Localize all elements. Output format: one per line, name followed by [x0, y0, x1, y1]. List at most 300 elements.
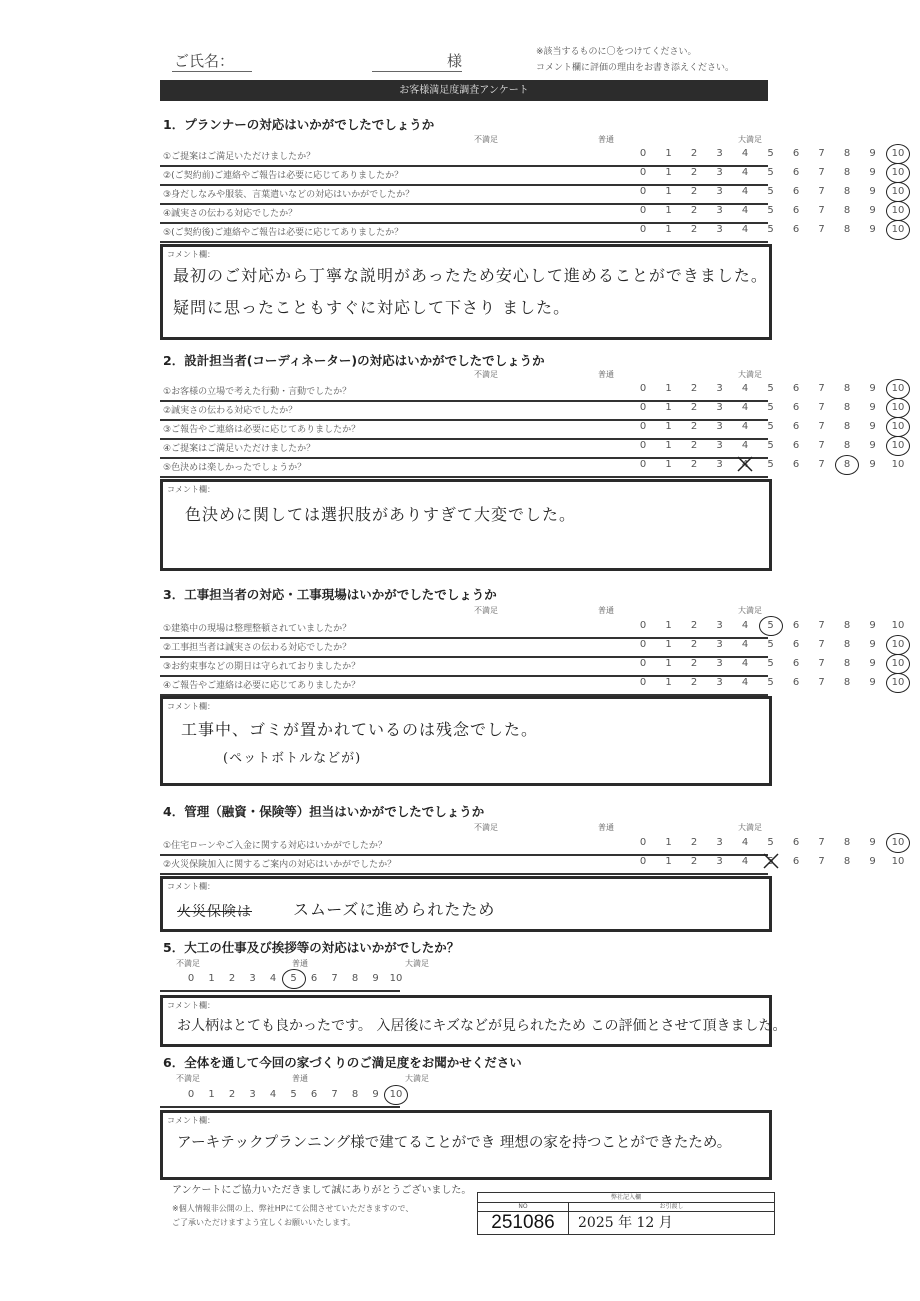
selected-circle-mark	[886, 654, 910, 674]
selected-circle-mark	[886, 635, 910, 655]
rating-option-0[interactable]: 0	[639, 167, 647, 178]
rating-option-8[interactable]: 8	[843, 186, 851, 197]
scale-mid-label: 普通	[292, 1074, 308, 1083]
cross-out-mark	[761, 851, 781, 871]
thank-you-message: アンケートにご協力いただきまして誠にありがとうございました。	[172, 1185, 472, 1196]
rating-option-2[interactable]: 2	[690, 856, 698, 867]
question-text: ④誠実さの伝わる対応でしたか？	[163, 209, 298, 219]
rating-option-2[interactable]: 2	[690, 639, 698, 650]
selected-circle-mark	[886, 673, 910, 693]
rating-option-7[interactable]: 7	[818, 402, 825, 413]
rating-option-6[interactable]: 6	[792, 856, 800, 867]
comment-label: コメント欄：	[167, 485, 215, 494]
comment-line-1: 色決めに関しては選択肢がありすぎて大変でした。	[185, 505, 577, 524]
rating-option-7[interactable]: 7	[818, 167, 825, 178]
rating-option-8[interactable]: 8	[843, 856, 851, 867]
rating-option-6[interactable]: 6	[792, 677, 800, 688]
record-box-header: 弊社記入欄	[478, 1193, 774, 1203]
scale-mid-label: 普通	[598, 606, 614, 615]
question-text: ①建築中の現場は整理整頓されていましたか？	[163, 624, 352, 634]
rating-option-8[interactable]: 8	[843, 639, 851, 650]
question-text: ①お客様の立場で考えた行動・言動でしたか？	[163, 387, 352, 397]
section-2-comment-box[interactable]	[160, 479, 772, 571]
rating-option-2[interactable]: 2	[228, 1089, 236, 1100]
rating-option-6[interactable]: 6	[792, 186, 800, 197]
rating-option-5[interactable]: 5	[767, 440, 774, 451]
rating-option-2[interactable]: 2	[690, 620, 698, 631]
rating-option-5[interactable]: 5	[767, 856, 774, 867]
question-text: ①住宅ローンやご入金に関する対応はいかがでしたか？	[163, 841, 387, 851]
section-1-question-1	[160, 146, 905, 167]
rating-option-9[interactable]: 9	[869, 658, 876, 669]
rating-option-9[interactable]: 9	[869, 459, 876, 470]
selected-circle-mark	[835, 455, 859, 475]
question-text: ③身だしなみや服装、言葉遣いなどの対応はいかがでしたか？	[163, 190, 415, 200]
rating-option-0[interactable]: 0	[639, 186, 647, 197]
rating-option-1[interactable]: 1	[665, 383, 672, 394]
rating-option-0[interactable]: 0	[639, 421, 647, 432]
record-no-value: 251086	[478, 1212, 569, 1234]
scale-mid-label: 普通	[598, 823, 614, 832]
rating-option-9[interactable]: 9	[869, 205, 876, 216]
comment-label: コメント欄：	[167, 250, 215, 259]
rating-option-4[interactable]: 4	[269, 973, 277, 984]
selected-circle-mark	[886, 220, 910, 240]
rating-option-3[interactable]: 3	[716, 459, 723, 470]
rating-option-1[interactable]: 1	[665, 658, 672, 669]
scale-high-label: 大満足	[405, 1074, 429, 1083]
record-no-label: NO	[478, 1203, 569, 1212]
section-2-question-5	[160, 457, 905, 478]
rating-option-4[interactable]: 4	[269, 1089, 277, 1100]
rating-option-4[interactable]: 4	[741, 167, 749, 178]
scale-high-label: 大満足	[738, 606, 762, 615]
rating-option-10[interactable]: 10	[389, 973, 403, 984]
rating-option-4[interactable]: 4	[741, 186, 749, 197]
rating-option-3[interactable]: 3	[249, 973, 256, 984]
rating-option-6[interactable]: 6	[310, 973, 318, 984]
selected-circle-mark	[886, 417, 910, 437]
rating-option-10[interactable]: 10	[891, 459, 905, 470]
rating-option-2[interactable]: 2	[690, 148, 698, 159]
selected-circle-mark	[886, 163, 910, 183]
question-text: ④ご提案はご満足いただけましたか？	[163, 444, 316, 454]
rating-option-7[interactable]: 7	[818, 224, 825, 235]
rating-option-7[interactable]: 7	[818, 639, 825, 650]
question-text: ④ご報告やご連絡は必要に応じてありましたか？	[163, 681, 361, 691]
selected-circle-mark	[282, 969, 306, 989]
section-4-question-1	[160, 835, 905, 856]
section-6-rating-row	[160, 1087, 403, 1108]
rating-option-10[interactable]: 10	[891, 440, 905, 451]
comment-label: コメント欄：	[167, 1116, 215, 1125]
question-text: ⑤(ご契約後)ご連絡やご報告は必要に応じてありましたか？	[163, 228, 404, 238]
rating-option-9[interactable]: 9	[869, 383, 876, 394]
rating-option-5[interactable]: 5	[767, 658, 774, 669]
scale-mid-label: 普通	[598, 135, 614, 144]
rating-option-4[interactable]: 4	[741, 224, 749, 235]
question-text: ③ご報告やご連絡は必要に応じてありましたか？	[163, 425, 361, 435]
rating-option-0[interactable]: 0	[639, 383, 647, 394]
rating-option-7[interactable]: 7	[331, 1089, 338, 1100]
rating-option-7[interactable]: 7	[818, 620, 825, 631]
office-record-box	[477, 1192, 775, 1235]
rating-option-7[interactable]: 7	[818, 440, 825, 451]
rating-option-10[interactable]: 10	[891, 677, 905, 688]
rating-option-5[interactable]: 5	[767, 205, 774, 216]
section-5-rating-row	[160, 971, 403, 992]
customer-name-label: ご氏名：	[172, 50, 252, 72]
question-text: ②(ご契約前)ご連絡やご報告は必要に応じてありましたか？	[163, 171, 404, 181]
rating-option-3[interactable]: 3	[716, 837, 723, 848]
rating-option-9[interactable]: 9	[869, 167, 876, 178]
scale-mid-label: 普通	[292, 959, 308, 968]
comment-line-1: スムーズに進められたため	[293, 900, 496, 919]
rating-option-5[interactable]: 5	[767, 402, 774, 413]
question-text: ②火災保険加入に関するご案内の対応はいかがでしたか？	[163, 860, 397, 870]
rating-option-1[interactable]: 1	[665, 148, 672, 159]
rating-option-8[interactable]: 8	[843, 459, 851, 470]
section-2-title: 2．設計担当者(コーディネーター)の対応はいかがでしたでしょうか	[163, 353, 545, 368]
instruction-note-1: ※該当するものに〇をつけてください。	[536, 47, 697, 57]
rating-option-10[interactable]: 10	[891, 205, 905, 216]
rating-option-9[interactable]: 9	[869, 186, 876, 197]
rating-option-5[interactable]: 5	[767, 224, 774, 235]
rating-option-10[interactable]: 10	[891, 167, 905, 178]
cross-out-mark	[735, 454, 755, 474]
rating-option-2[interactable]: 2	[690, 421, 698, 432]
rating-option-9[interactable]: 9	[869, 677, 876, 688]
rating-option-4[interactable]: 4	[741, 620, 749, 631]
rating-option-6[interactable]: 6	[792, 402, 800, 413]
rating-option-2[interactable]: 2	[690, 167, 698, 178]
rating-option-8[interactable]: 8	[843, 837, 851, 848]
rating-option-8[interactable]: 8	[843, 148, 851, 159]
comment-line-1: アーキテックプランニング様で建てることができ 理想の家を持つことができたため。	[177, 1135, 732, 1151]
rating-option-1[interactable]: 1	[665, 440, 672, 451]
rating-option-9[interactable]: 9	[869, 837, 876, 848]
rating-option-3[interactable]: 3	[716, 440, 723, 451]
scale-high-label: 大満足	[738, 370, 762, 379]
rating-option-0[interactable]: 0	[639, 224, 647, 235]
comment-struck-text: 火災保険は	[177, 904, 252, 920]
section-2-question-2	[160, 400, 905, 421]
rating-option-4[interactable]: 4	[741, 837, 749, 848]
rating-option-9[interactable]: 9	[869, 639, 876, 650]
rating-option-2[interactable]: 2	[690, 383, 698, 394]
section-1-question-5	[160, 222, 905, 243]
rating-option-6[interactable]: 6	[792, 620, 800, 631]
selected-circle-mark	[886, 201, 910, 221]
rating-option-1[interactable]: 1	[665, 421, 672, 432]
rating-option-0[interactable]: 0	[639, 837, 647, 848]
rating-option-7[interactable]: 7	[818, 148, 825, 159]
rating-option-0[interactable]: 0	[187, 973, 195, 984]
rating-option-1[interactable]: 1	[665, 620, 672, 631]
rating-option-1[interactable]: 1	[665, 205, 672, 216]
rating-option-3[interactable]: 3	[716, 620, 723, 631]
rating-option-3[interactable]: 3	[716, 383, 723, 394]
selected-circle-mark	[886, 182, 910, 202]
rating-option-1[interactable]: 1	[208, 973, 215, 984]
rating-option-7[interactable]: 7	[818, 856, 825, 867]
rating-option-5[interactable]: 5	[767, 459, 774, 470]
section-5-title: 5．大工の仕事及び挨拶等の対応はいかがでしたか？	[163, 940, 460, 955]
section-1-question-4	[160, 203, 905, 224]
scale-low-label: 不満足	[474, 606, 498, 615]
rating-option-8[interactable]: 8	[843, 224, 851, 235]
rating-option-4[interactable]: 4	[741, 639, 749, 650]
section-3-question-2	[160, 637, 905, 658]
rating-option-4[interactable]: 4	[741, 205, 749, 216]
privacy-note-1: ※個人情報非公開の上、弊社HPにて公開させていただきますので、	[172, 1204, 414, 1213]
rating-option-1[interactable]: 1	[665, 856, 672, 867]
rating-option-7[interactable]: 7	[818, 459, 825, 470]
rating-option-7[interactable]: 7	[818, 658, 825, 669]
rating-option-8[interactable]: 8	[843, 421, 851, 432]
rating-option-4[interactable]: 4	[741, 383, 749, 394]
rating-option-2[interactable]: 2	[690, 459, 698, 470]
rating-option-4[interactable]: 4	[741, 677, 749, 688]
rating-option-10[interactable]: 10	[891, 837, 905, 848]
rating-option-3[interactable]: 3	[716, 167, 723, 178]
section-3-comment-box[interactable]	[160, 696, 772, 786]
rating-option-9[interactable]: 9	[869, 421, 876, 432]
selected-circle-mark	[886, 398, 910, 418]
rating-option-8[interactable]: 8	[843, 677, 851, 688]
section-2-question-1	[160, 381, 905, 402]
rating-option-10[interactable]: 10	[891, 186, 905, 197]
section-1-question-2	[160, 165, 905, 186]
rating-option-6[interactable]: 6	[792, 205, 800, 216]
rating-option-7[interactable]: 7	[331, 973, 338, 984]
rating-option-5[interactable]: 5	[767, 421, 774, 432]
privacy-note-2: ご了承いただけますよう宜しくお願いいたします。	[172, 1218, 356, 1227]
rating-option-10[interactable]: 10	[891, 224, 905, 235]
rating-option-9[interactable]: 9	[869, 856, 876, 867]
comment-line-1: お人柄はとても良かったです。 入居後にキズなどが見られたため この評価とさせて頂きました。	[177, 1018, 787, 1034]
rating-option-2[interactable]: 2	[690, 186, 698, 197]
rating-option-6[interactable]: 6	[792, 440, 800, 451]
rating-option-9[interactable]: 9	[869, 148, 876, 159]
rating-option-5[interactable]: 5	[767, 148, 774, 159]
rating-option-5[interactable]: 5	[767, 620, 774, 631]
rating-option-10[interactable]: 10	[891, 620, 905, 631]
rating-option-6[interactable]: 6	[792, 224, 800, 235]
rating-option-3[interactable]: 3	[716, 205, 723, 216]
scale-low-label: 不満足	[474, 370, 498, 379]
rating-option-10[interactable]: 10	[891, 148, 905, 159]
rating-option-6[interactable]: 6	[310, 1089, 318, 1100]
scale-low-label: 不満足	[474, 135, 498, 144]
rating-option-3[interactable]: 3	[716, 148, 723, 159]
rating-option-4[interactable]: 4	[741, 440, 749, 451]
rating-option-2[interactable]: 2	[690, 677, 698, 688]
rating-option-1[interactable]: 1	[665, 186, 672, 197]
rating-option-3[interactable]: 3	[716, 639, 723, 650]
rating-option-5[interactable]: 5	[767, 167, 774, 178]
selected-circle-mark	[759, 616, 783, 636]
rating-option-1[interactable]: 1	[665, 677, 672, 688]
scale-low-label: 不満足	[474, 823, 498, 832]
comment-label: コメント欄：	[167, 882, 215, 891]
record-handover-date: 2025 年 12 月	[578, 1215, 673, 1231]
rating-option-1[interactable]: 1	[208, 1089, 215, 1100]
rating-option-1[interactable]: 1	[665, 402, 672, 413]
rating-option-3[interactable]: 3	[716, 421, 723, 432]
rating-option-7[interactable]: 7	[818, 677, 825, 688]
rating-option-3[interactable]: 3	[716, 658, 723, 669]
comment-line-1: 最初のご対応から丁寧な説明があったため安心して進めることができました。	[173, 266, 768, 285]
rating-option-6[interactable]: 6	[792, 658, 800, 669]
rating-option-0[interactable]: 0	[639, 677, 647, 688]
rating-option-5[interactable]: 5	[767, 383, 774, 394]
section-6-comment-box[interactable]	[160, 1110, 772, 1180]
rating-option-7[interactable]: 7	[818, 421, 825, 432]
rating-option-0[interactable]: 0	[639, 658, 647, 669]
rating-option-4[interactable]: 4	[741, 402, 749, 413]
rating-option-6[interactable]: 6	[792, 421, 800, 432]
rating-option-6[interactable]: 6	[792, 639, 800, 650]
rating-option-8[interactable]: 8	[843, 205, 851, 216]
rating-option-6[interactable]: 6	[792, 148, 800, 159]
rating-option-8[interactable]: 8	[843, 620, 851, 631]
section-4-comment-box[interactable]	[160, 876, 772, 932]
rating-option-8[interactable]: 8	[351, 973, 359, 984]
rating-option-10[interactable]: 10	[891, 402, 905, 413]
scale-low-label: 不満足	[176, 1074, 200, 1083]
section-2-question-4	[160, 438, 905, 459]
rating-option-10[interactable]: 10	[389, 1089, 403, 1100]
rating-option-3[interactable]: 3	[716, 402, 723, 413]
rating-option-9[interactable]: 9	[372, 1089, 379, 1100]
selected-circle-mark	[886, 379, 910, 399]
rating-option-0[interactable]: 0	[639, 402, 647, 413]
selected-circle-mark	[886, 833, 910, 853]
section-3-question-3	[160, 656, 905, 677]
rating-option-10[interactable]: 10	[891, 639, 905, 650]
rating-option-7[interactable]: 7	[818, 205, 825, 216]
rating-option-9[interactable]: 9	[869, 402, 876, 413]
rating-option-0[interactable]: 0	[639, 459, 647, 470]
rating-option-9[interactable]: 9	[869, 224, 876, 235]
rating-option-6[interactable]: 6	[792, 167, 800, 178]
rating-option-8[interactable]: 8	[843, 440, 851, 451]
selected-circle-mark	[886, 144, 910, 164]
rating-option-7[interactable]: 7	[818, 383, 825, 394]
rating-option-9[interactable]: 9	[372, 973, 379, 984]
rating-option-0[interactable]: 0	[639, 639, 647, 650]
rating-option-2[interactable]: 2	[690, 837, 698, 848]
rating-option-8[interactable]: 8	[351, 1089, 359, 1100]
rating-option-6[interactable]: 6	[792, 837, 800, 848]
rating-option-1[interactable]: 1	[665, 639, 672, 650]
scale-high-label: 大満足	[738, 135, 762, 144]
section-2-question-3	[160, 419, 905, 440]
section-4-title: 4．管理（融資・保険等）担当はいかがでしたでしょうか	[163, 804, 485, 819]
scale-high-label: 大満足	[738, 823, 762, 832]
rating-option-10[interactable]: 10	[891, 856, 905, 867]
rating-option-3[interactable]: 3	[716, 186, 723, 197]
rating-option-7[interactable]: 7	[818, 837, 825, 848]
rating-option-3[interactable]: 3	[716, 856, 723, 867]
rating-option-3[interactable]: 3	[716, 224, 723, 235]
comment-label: コメント欄：	[167, 1001, 215, 1010]
rating-option-8[interactable]: 8	[843, 167, 851, 178]
section-3-title: 3．工事担当者の対応・工事現場はいかがでしたでしょうか	[163, 587, 497, 602]
rating-option-2[interactable]: 2	[690, 205, 698, 216]
rating-option-6[interactable]: 6	[792, 383, 800, 394]
rating-option-4[interactable]: 4	[741, 459, 749, 470]
rating-option-5[interactable]: 5	[290, 1089, 297, 1100]
section-1-title: 1．プランナーの対応はいかがでしたでしょうか	[163, 117, 435, 132]
rating-option-5[interactable]: 5	[767, 837, 774, 848]
section-3-question-1	[160, 618, 905, 639]
rating-option-4[interactable]: 4	[741, 856, 749, 867]
rating-option-2[interactable]: 2	[690, 440, 698, 451]
rating-option-0[interactable]: 0	[639, 440, 647, 451]
rating-option-5[interactable]: 5	[290, 973, 297, 984]
rating-option-1[interactable]: 1	[665, 224, 672, 235]
rating-option-7[interactable]: 7	[818, 186, 825, 197]
scale-low-label: 不満足	[176, 959, 200, 968]
rating-option-5[interactable]: 5	[767, 639, 774, 650]
rating-option-8[interactable]: 8	[843, 402, 851, 413]
rating-option-9[interactable]: 9	[869, 440, 876, 451]
customer-name-field[interactable]: 様	[372, 50, 462, 72]
rating-option-5[interactable]: 5	[767, 677, 774, 688]
rating-option-0[interactable]: 0	[187, 1089, 195, 1100]
rating-option-10[interactable]: 10	[891, 421, 905, 432]
rating-option-8[interactable]: 8	[843, 383, 851, 394]
rating-option-10[interactable]: 10	[891, 383, 905, 394]
section-1-comment-box[interactable]	[160, 244, 772, 340]
rating-option-4[interactable]: 4	[741, 658, 749, 669]
rating-option-0[interactable]: 0	[639, 856, 647, 867]
section-5-comment-box[interactable]	[160, 995, 787, 1047]
comment-line-2: 疑問に思ったこともすぐに対応して下さり ました。	[173, 298, 571, 317]
selected-circle-mark	[886, 436, 910, 456]
rating-option-2[interactable]: 2	[690, 402, 698, 413]
rating-option-8[interactable]: 8	[843, 658, 851, 669]
rating-option-0[interactable]: 0	[639, 205, 647, 216]
comment-line-1: 工事中、ゴミが置かれているのは残念でした。	[181, 720, 539, 739]
rating-option-4[interactable]: 4	[741, 421, 749, 432]
rating-option-3[interactable]: 3	[716, 677, 723, 688]
rating-option-2[interactable]: 2	[690, 224, 698, 235]
rating-option-0[interactable]: 0	[639, 148, 647, 159]
scale-mid-label: 普通	[598, 370, 614, 379]
rating-option-0[interactable]: 0	[639, 620, 647, 631]
rating-option-2[interactable]: 2	[228, 973, 236, 984]
rating-option-1[interactable]: 1	[665, 459, 672, 470]
rating-option-9[interactable]: 9	[869, 620, 876, 631]
rating-option-6[interactable]: 6	[792, 459, 800, 470]
survey-title-banner: お客様満足度調査アンケート	[160, 80, 768, 101]
rating-option-4[interactable]: 4	[741, 148, 749, 159]
comment-line-2: (ペットボトルなどが)	[223, 751, 362, 766]
instruction-note-2: コメント欄に評価の理由をお書き添えください。	[536, 63, 735, 73]
rating-option-5[interactable]: 5	[767, 186, 774, 197]
section-3-question-4	[160, 675, 905, 696]
rating-option-10[interactable]: 10	[891, 658, 905, 669]
rating-option-1[interactable]: 1	[665, 167, 672, 178]
rating-option-1[interactable]: 1	[665, 837, 672, 848]
rating-option-3[interactable]: 3	[249, 1089, 256, 1100]
scale-high-label: 大満足	[405, 959, 429, 968]
question-text: ①ご提案はご満足いただけましたか？	[163, 152, 316, 162]
rating-option-2[interactable]: 2	[690, 658, 698, 669]
